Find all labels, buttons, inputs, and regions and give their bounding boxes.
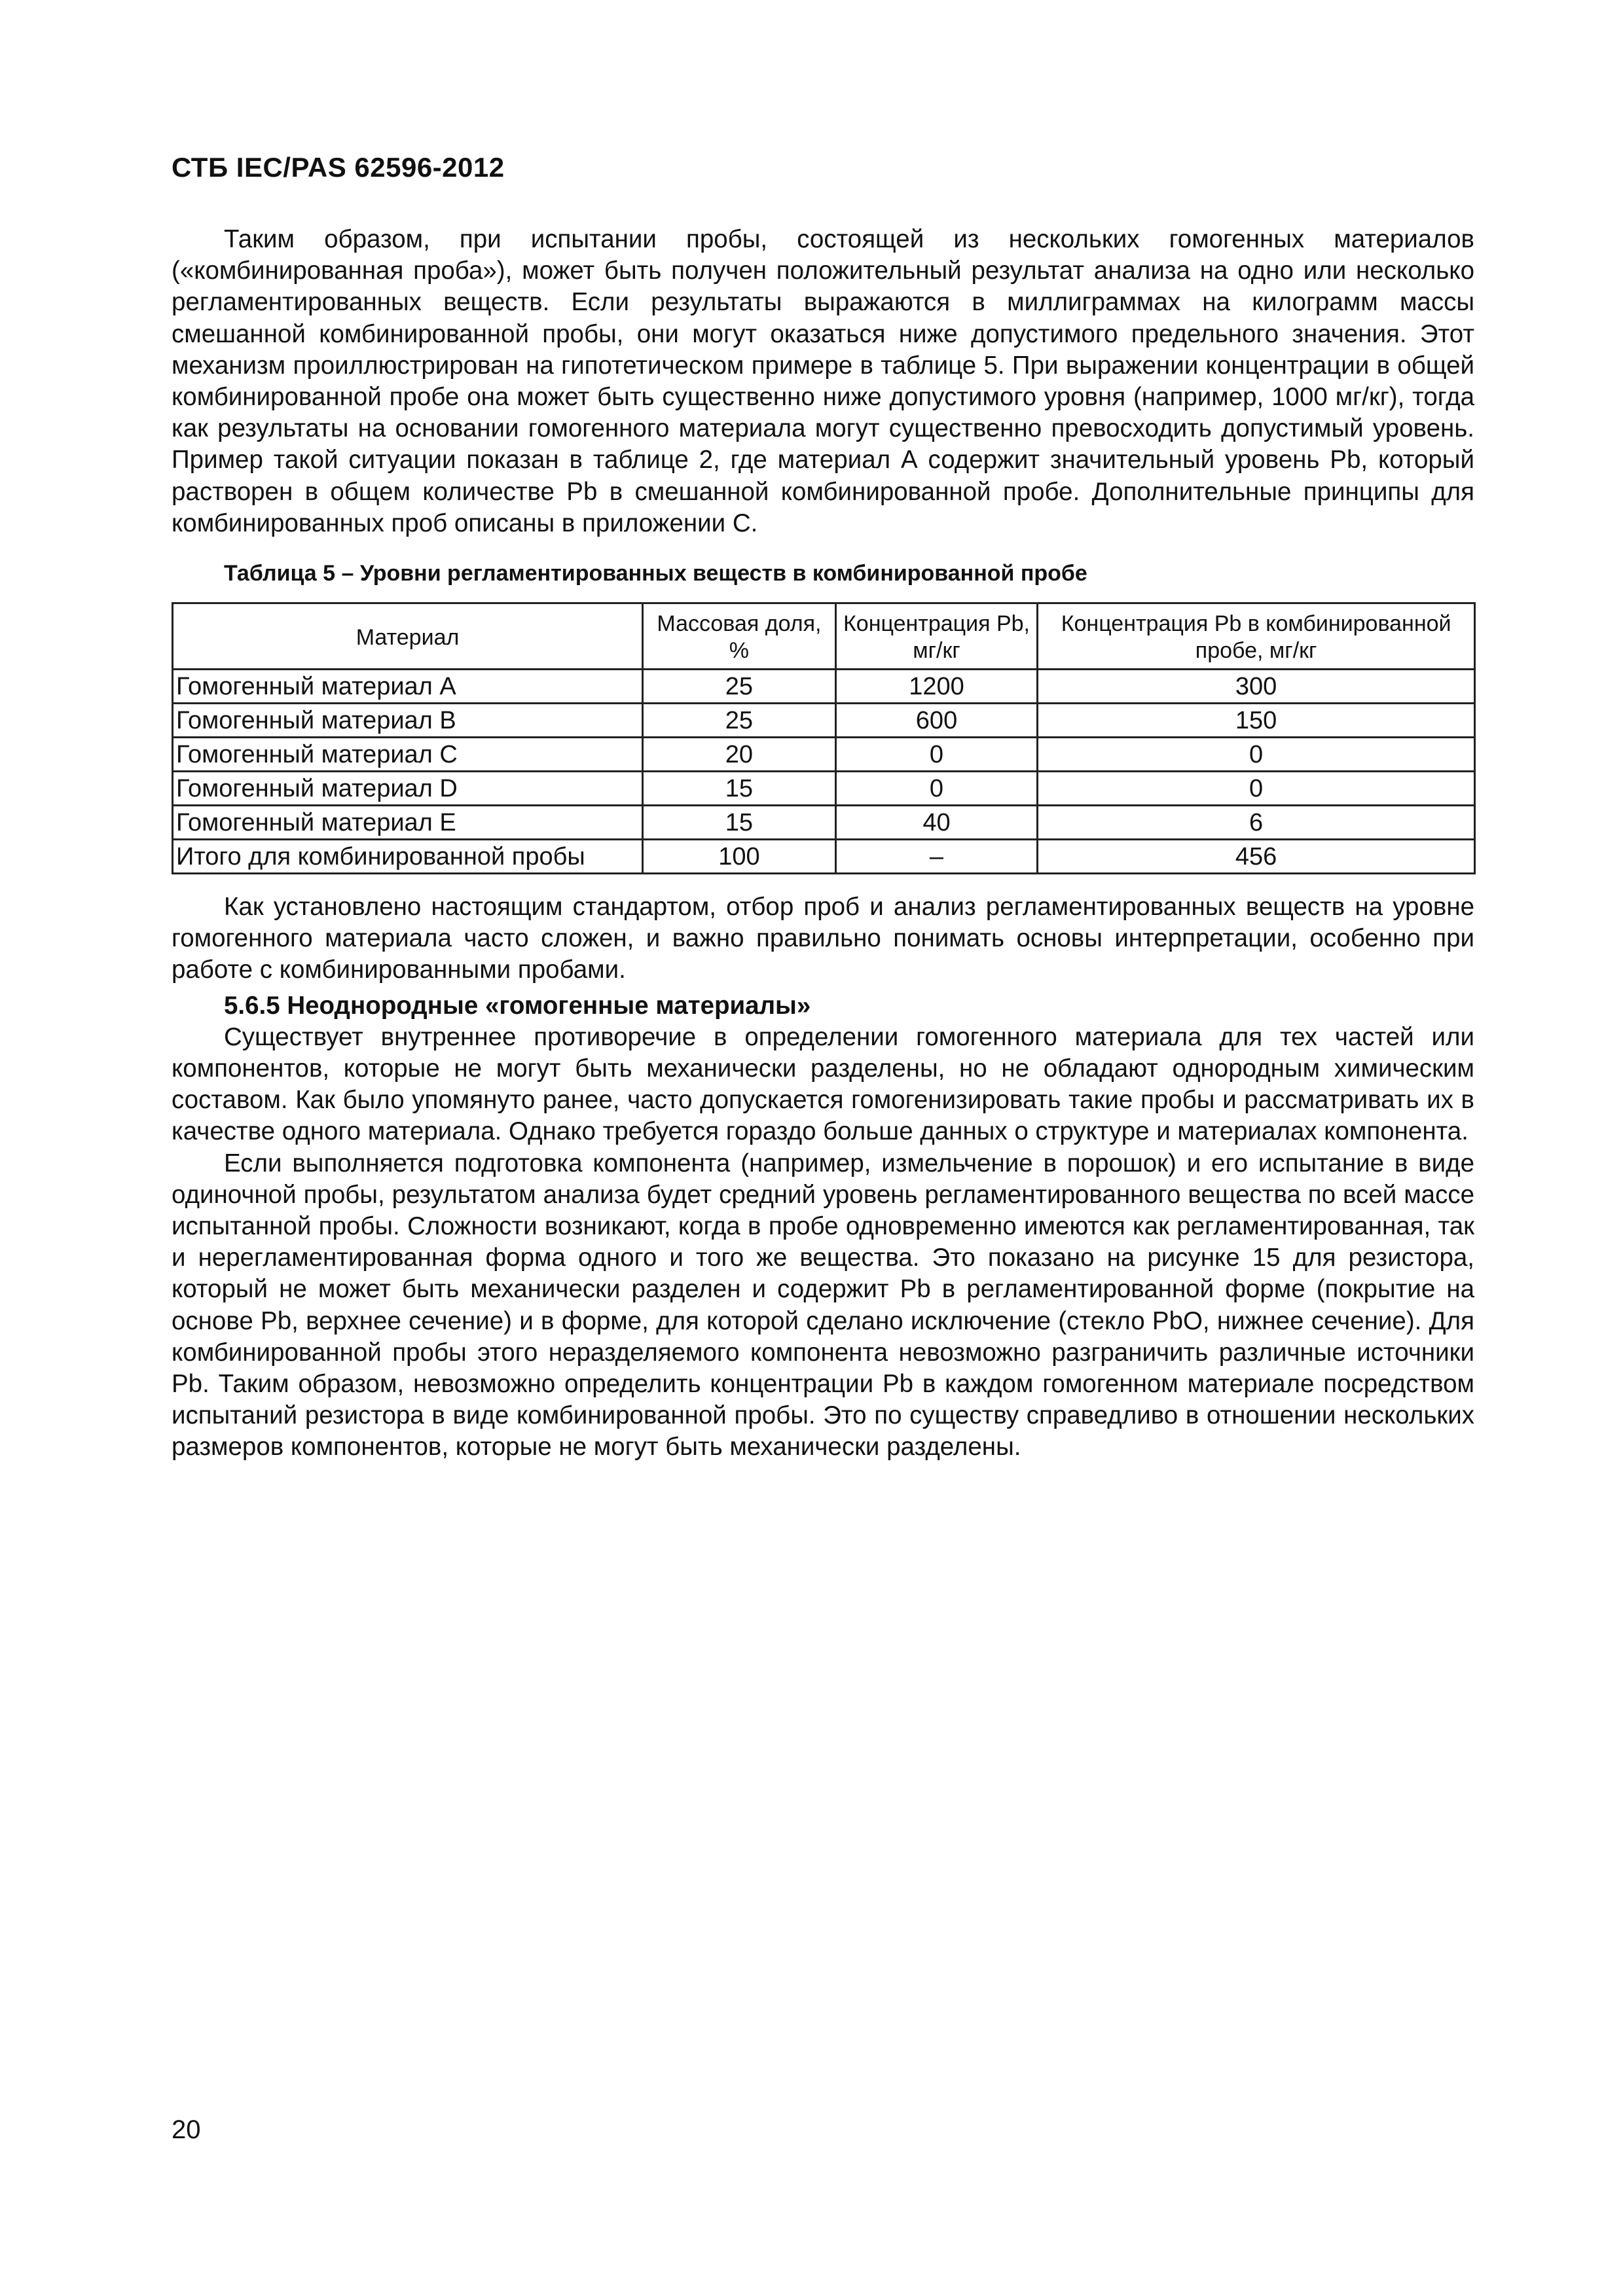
table-row xyxy=(173,704,1475,738)
cell-combined: 6 xyxy=(1038,806,1475,840)
cell-concentration: – xyxy=(835,840,1037,874)
cell-mass-share: 25 xyxy=(643,704,836,738)
lead-concentration-table xyxy=(172,602,1476,874)
cell-material: Гомогенный материал B xyxy=(173,704,643,738)
section-paragraph-2: Если выполняется подготовка компонента (например, измельчение в порошок) и его испытание в виде одиночной пробы, результатом анализа будет средний уровень регламентированного вещества по всей массе испытанной пробы. Сложности возникают, когда в пробе одновременно имеются как регламентированная, так и нерегламентированная форма одного и того же вещества. Это показано на рисунке 15 для резистора, который не может быть механически разделен и содержит Pb в регламентированной форме (покрытие на основе Pb, верхнее сечение) и в форме, для которой сделано исключение (стекло PbO, нижнее сечение). Для комбинированной пробы этого неразделяемого компонента невозможно разграничить различные источники Pb. Таким образом, невозможно определить концентрации Pb в каждом гомогенном материале посредством испытаний резистора в виде комбинированной пробы. Это по существу справедливо в отношении нескольких размеров компонентов, которые не могут быть механически разделены. xyxy=(172,1149,1474,1462)
table-row xyxy=(173,806,1475,840)
cell-concentration: 1200 xyxy=(835,670,1037,704)
table-row xyxy=(173,772,1475,806)
header-concentration: Концентрация Pb, мг/кг xyxy=(835,603,1037,670)
table-caption: Таблица 5 – Уровни регламентированных веществ в комбинированной пробе xyxy=(224,561,1087,586)
page-content xyxy=(172,224,1474,1463)
cell-material: Гомогенный материал D xyxy=(173,772,643,806)
cell-combined: 150 xyxy=(1038,704,1475,738)
cell-mass-share: 20 xyxy=(643,738,836,772)
cell-mass-share: 15 xyxy=(643,806,836,840)
cell-concentration: 40 xyxy=(835,806,1037,840)
section-paragraph-1: Существует внутреннее противоречие в определении гомогенного материала для тех частей или компонентов, которые не могут быть механически разделены, но не обладают однородным химическим составом. Как было упомянуто ранее, часто допускается гомогенизировать такие пробы и рассматривать их в качестве одного материала. Однако требуется гораздо больше данных о структуре и материалах компонента. xyxy=(172,1022,1474,1146)
table-row xyxy=(173,670,1475,704)
section-heading: 5.6.5 Неоднородные «гомогенные материалы» xyxy=(224,991,811,1020)
cell-concentration: 0 xyxy=(835,772,1037,806)
cell-mass-share: 25 xyxy=(643,670,836,704)
after-table-paragraph: Как установлено настоящим стандартом, отбор проб и анализ регламентированных веществ на уровне гомогенного материала часто сложен, и важно правильно понимать основы интерпретации, особенно при работе с комбинированными пробами. xyxy=(172,893,1474,984)
cell-material: Гомогенный материал E xyxy=(173,806,643,840)
table-total-row xyxy=(173,840,1475,874)
cell-mass-share: 15 xyxy=(643,772,836,806)
cell-combined: 456 xyxy=(1038,840,1475,874)
header-material: Материал xyxy=(173,603,643,670)
table-header-row xyxy=(173,603,1475,670)
cell-material: Итого для комбинированной пробы xyxy=(173,840,643,874)
cell-material: Гомогенный материал A xyxy=(173,670,643,704)
cell-combined: 300 xyxy=(1038,670,1475,704)
cell-combined: 0 xyxy=(1038,738,1475,772)
cell-concentration: 600 xyxy=(835,704,1037,738)
header-mass-share: Массовая доля, % xyxy=(643,603,836,670)
header-combined-concentration: Концентрация Pb в комбинированной пробе, мг/кг xyxy=(1038,603,1475,670)
page-number: 20 xyxy=(172,2115,201,2144)
cell-mass-share: 100 xyxy=(643,840,836,874)
intro-paragraph: Таким образом, при испытании пробы, состоящей из нескольких гомогенных материалов («комбинированная проба»), может быть получен положительный результат анализа на одно или несколько регламентированных веществ. Если результаты выражаются в миллиграммах на килограмм массы смешанной комбинированной пробы, они могут оказаться ниже допустимого предельного значения. Этот механизм проиллюстрирован на гипотетическом примере в таблице 5. При выражении концентрации в общей комбинированной пробе она может быть существенно ниже допустимого уровня (например, 1000 мг/кг), тогда как результаты на основании гомогенного материала могут существенно превосходить допустимый уровень. Пример такой ситуации показан в таблице 2, где материал А содержит значительный уровень Pb, который растворен в общем количестве Pb в смешанной комбинированной пробе. Дополнительные принципы для комбинированных проб описаны в приложении С. xyxy=(172,225,1474,537)
cell-combined: 0 xyxy=(1038,772,1475,806)
document-header: СТБ IEC/PAS 62596-2012 xyxy=(172,152,505,183)
table-row xyxy=(173,738,1475,772)
cell-concentration: 0 xyxy=(835,738,1037,772)
cell-material: Гомогенный материал C xyxy=(173,738,643,772)
